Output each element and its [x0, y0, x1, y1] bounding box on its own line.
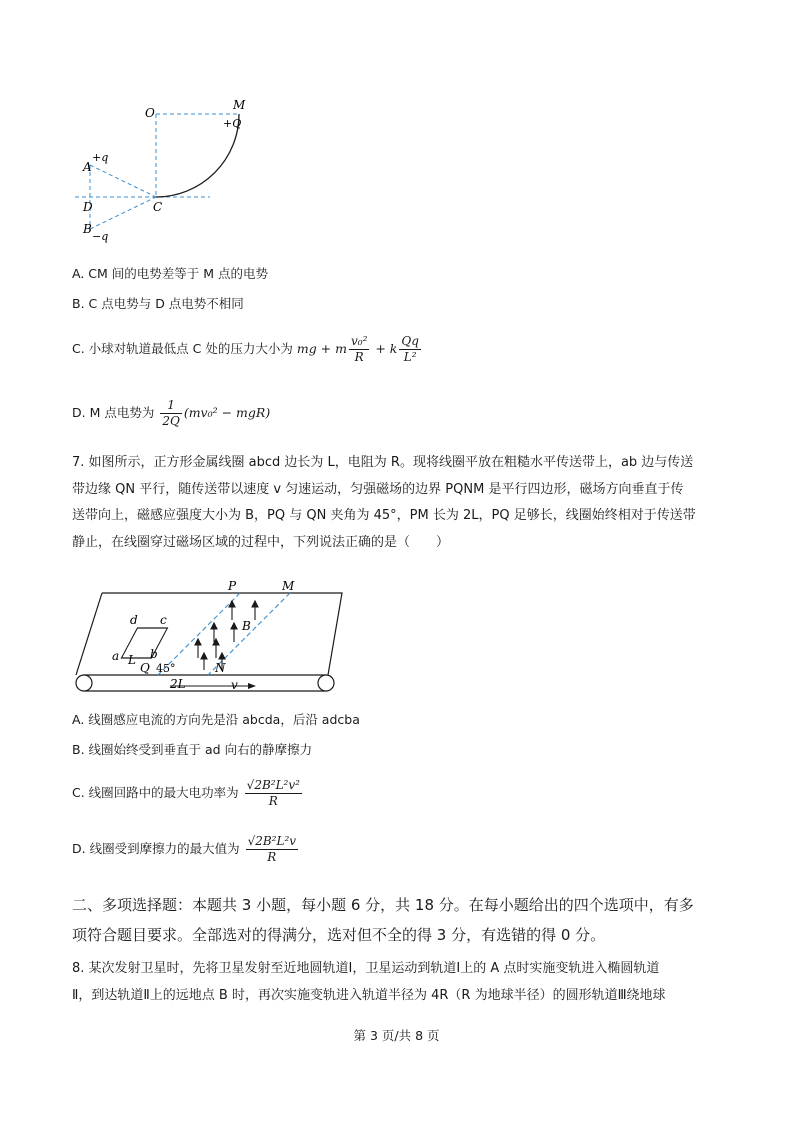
label-P: P	[228, 579, 237, 593]
label-minus-q: −q	[92, 230, 109, 243]
q6-option-b[interactable]: B. C 点电势与 D 点电势不相同	[72, 296, 244, 311]
label-plus-q: +q	[92, 151, 109, 164]
label-N: N	[215, 661, 226, 675]
label-angle: 45°	[156, 662, 176, 675]
label-a: a	[112, 649, 120, 663]
page-footer: 第 3 页/共 8 页	[353, 1028, 440, 1043]
label-d: d	[130, 613, 138, 627]
section-2-line: 项符合题目要求。全部选对的得满分，选对但不全的得 3 分，有选错的得 0 分。	[72, 926, 606, 944]
q7-option-d-formula: $\frac{\text{√2B²L²v}}{R}$	[247, 834, 297, 864]
q6-option-c-formula: mg + m $\frac{\text{v₀²}}{R}$ + k $\frac{Qq}{\text{L²}}$	[296, 334, 419, 364]
label-B: B	[83, 222, 92, 236]
label-D: D	[83, 200, 93, 214]
q7-option-b[interactable]: B. 线圈始终受到垂直于 ad 向右的静摩擦力	[72, 742, 313, 757]
figure-conveyor-belt	[70, 578, 345, 693]
label-A: A	[83, 160, 92, 174]
label-b: b	[150, 647, 158, 661]
q7-stem-line: 静止，在线圈穿过磁场区域的过程中，下列说法正确的是（ ）	[72, 534, 450, 550]
q7-option-c[interactable]	[72, 778, 304, 809]
q7-option-d-text: D. 线圈受到摩擦力的最大值为	[72, 841, 240, 856]
q8-stem	[72, 956, 727, 1009]
q6-option-d-text: D. M 点电势为	[72, 405, 155, 420]
q6-option-c-text: C. 小球对轨道最低点 C 处的压力大小为	[72, 341, 293, 356]
q7-option-c-formula: $\frac{\text{√2B²L²v²}}{R}$	[246, 778, 300, 808]
label-C: C	[153, 200, 163, 214]
q7-option-c-text: C. 线圈回路中的最大电功率为	[72, 785, 239, 800]
q7-stem-line: 7. 如图所示，正方形金属线圈 abcd 边长为 L，电阻为 R。现将线圈平放在粗糙水平传送带上，ab 边与传送	[72, 455, 694, 470]
label-M: M	[282, 579, 295, 593]
q6-option-c[interactable]	[72, 334, 423, 365]
section-2-heading	[72, 890, 732, 950]
q6-option-a[interactable]: A. CM 间的电势差等于 M 点的电势	[72, 266, 268, 281]
q6-option-d[interactable]	[72, 398, 270, 429]
q8-stem-line: Ⅱ，到达轨道Ⅱ上的远地点 B 时，再次实施变轨进入轨道半径为 4R（R 为地球半径）的圆形轨道Ⅲ绕地球	[72, 987, 666, 1003]
label-v: v	[231, 678, 238, 692]
q7-option-a[interactable]: A. 线圈感应电流的方向先是沿 abcda，后沿 adcba	[72, 712, 360, 727]
label-O: O	[145, 106, 155, 120]
label-L: L	[128, 653, 136, 667]
q7-stem-line: 送带向上，磁感应强度大小为 B，PQ 与 QN 夹角为 45°，PM 长为 2L，PQ 足够长，线圈始终相对于传送带	[72, 508, 696, 523]
label-M: M	[233, 98, 246, 112]
q7-stem	[72, 450, 727, 556]
label-B-field: B	[242, 619, 251, 633]
label-2L: 2L	[170, 677, 186, 691]
section-2-line: 二、多项选择题：本题共 3 小题，每小题 6 分，共 18 分。在每小题给出的四个选项中，有多	[72, 896, 694, 914]
q7-option-d[interactable]	[72, 834, 300, 865]
label-plus-Q: +Q	[223, 117, 242, 130]
q7-stem-line: 带边缘 QN 平行，随传送带以速度 v 匀速运动，匀强磁场的边界 PQNM 是平行四边形，磁场方向垂直于传	[72, 481, 684, 497]
figure-charge-track	[70, 95, 260, 245]
label-c: c	[160, 613, 167, 627]
q6-option-d-formula: $\frac{1}{2Q}$ (mv₀² − mgR)	[162, 398, 271, 428]
label-Q: Q	[140, 661, 150, 675]
q8-stem-line: 8. 某次发射卫星时，先将卫星发射至近地圆轨道Ⅰ，卫星运动到轨道Ⅰ上的 A 点时实施变轨进入椭圆轨道	[72, 961, 660, 976]
